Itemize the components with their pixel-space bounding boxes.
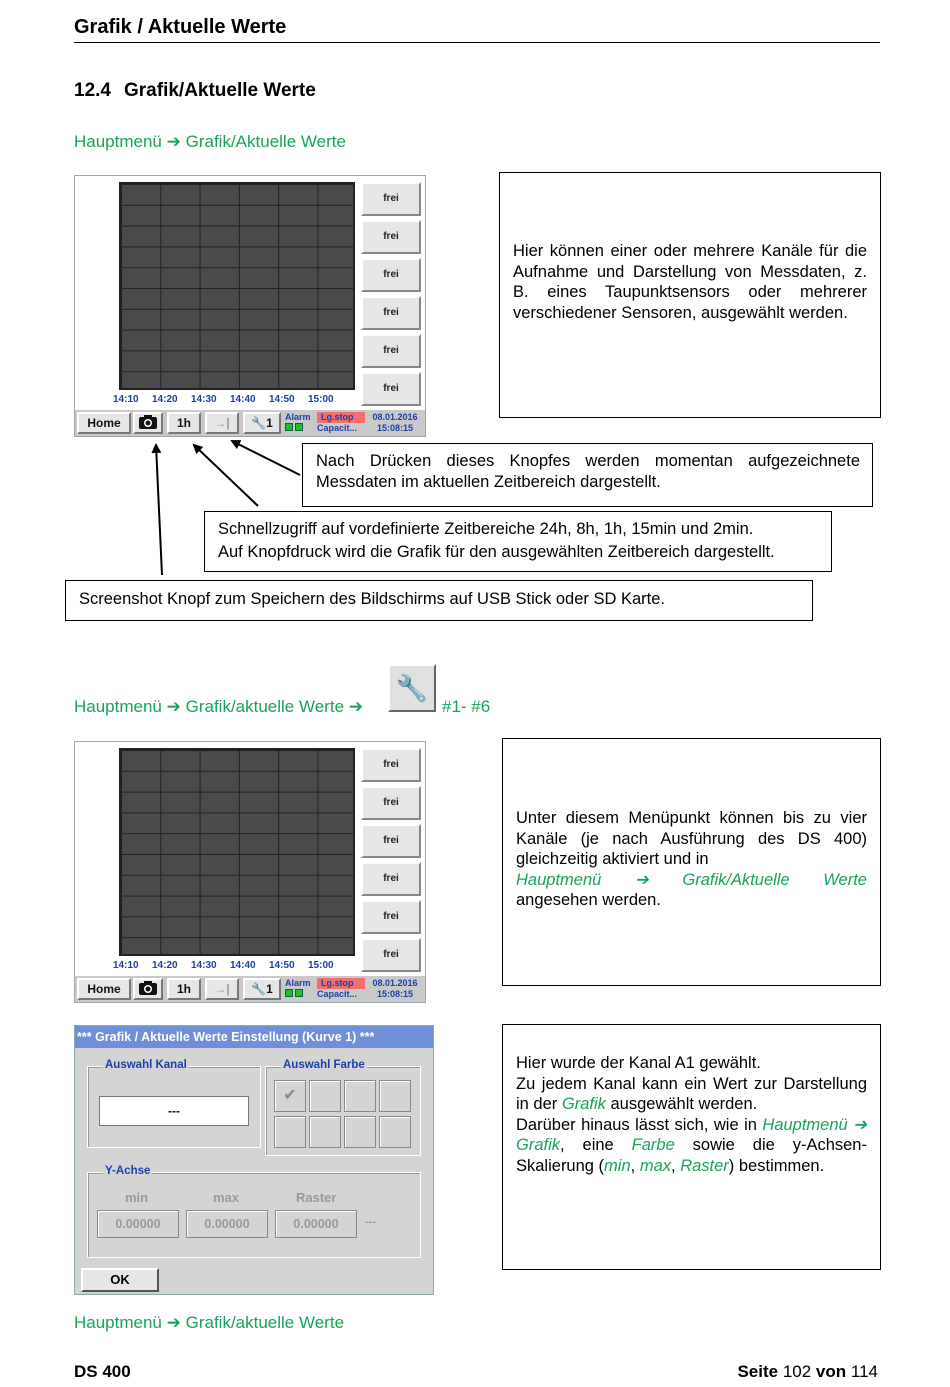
section-title: Grafik/Aktuelle Werte: [124, 80, 316, 101]
datetime: [367, 978, 423, 1000]
unit-label: ---: [365, 1216, 376, 1228]
channel-button-1[interactable]: frei: [361, 748, 421, 782]
color-swatch-8[interactable]: [379, 1116, 411, 1148]
camera-icon[interactable]: [133, 978, 163, 1000]
alarm-label: Alarm: [285, 412, 311, 422]
channel-button-2[interactable]: frei: [361, 220, 421, 254]
callout-text: , eine: [560, 1136, 614, 1154]
callout-highlight: Grafik: [561, 1095, 606, 1113]
breadcrumb-item: Grafik/aktuelle Werte: [185, 697, 345, 716]
tick-label: 14:40: [230, 960, 256, 971]
settings-dialog: [74, 1025, 434, 1295]
callout-highlight: Hauptmenü ➔ Grafik: [516, 1115, 867, 1154]
channel-button-6[interactable]: frei: [361, 372, 421, 406]
tick-label: 14:50: [269, 960, 295, 971]
channel-button-3[interactable]: frei: [361, 824, 421, 858]
tick-label: 14:40: [230, 394, 256, 405]
page-total: 114: [850, 1362, 878, 1381]
y-axis-group-label: Y-Achse: [105, 1165, 151, 1177]
channel-button-3[interactable]: frei: [361, 258, 421, 292]
callout-highlight: min: [604, 1156, 631, 1175]
raster-label: Raster: [296, 1190, 337, 1205]
min-label: min: [125, 1190, 149, 1205]
footer-product: DS 400: [74, 1362, 131, 1381]
tick-label: 14:50: [269, 394, 295, 405]
callout-line: Schnellzugriff auf vordefinierte Zeitbereiche 24h, 8h, 1h, 15min und 2min.: [218, 520, 754, 538]
color-swatch-1[interactable]: ✔: [274, 1080, 306, 1112]
wrench-count: 1: [266, 416, 273, 430]
wrench-button[interactable]: [243, 978, 281, 1000]
callout-highlight: Farbe: [631, 1136, 675, 1154]
logger-stop-label: Lg.stop: [317, 412, 365, 423]
date-label: 08.01.2016: [372, 412, 418, 422]
nav-link: Grafik/Aktuelle: [682, 870, 790, 889]
device-screen-graph-2: [74, 741, 426, 1003]
channel-button-5[interactable]: frei: [361, 900, 421, 934]
callout-text: Nach Drücken dieses Knopfes werden momentan aufgezeichnete Messdaten im aktuellen Zeitbereich dargestellt.: [316, 452, 860, 491]
tick-label: 14:10: [113, 960, 139, 971]
color-swatch-5[interactable]: [274, 1116, 306, 1148]
callout-channel-settings: [502, 1024, 881, 1270]
time-label: 15:08:15: [376, 989, 414, 999]
channel-button-2[interactable]: frei: [361, 786, 421, 820]
alarm-label: Alarm: [285, 978, 311, 988]
dialog-title: *** Grafik / Aktuelle Werte Einstellung (Kurve 1) ***: [75, 1026, 433, 1048]
callout-text: sowie die y-Achsen-Skalierung (: [516, 1136, 867, 1175]
arrow-icon: ➔: [166, 697, 181, 716]
breadcrumb-item: Grafik/Aktuelle Werte: [185, 132, 346, 151]
callout-text: Darüber hinaus lässt sich, wie in: [516, 1115, 757, 1134]
channel-group-label: Auswahl Kanal: [105, 1059, 187, 1071]
callout-text: ) bestimmen.: [728, 1156, 825, 1175]
callout-text: ,: [630, 1156, 636, 1175]
arrow-to-goto-end: [232, 441, 300, 475]
goto-end-button[interactable]: →|: [205, 978, 239, 1000]
time-range-button[interactable]: 1h: [167, 412, 201, 434]
channel-select[interactable]: ---: [99, 1096, 249, 1126]
arrow-icon: ➔: [166, 1313, 181, 1332]
tick-label: 14:20: [152, 960, 178, 971]
alarm-indicator: [285, 978, 311, 1000]
callout-text: Zu jedem Kanal kann ein Wert zur Darstellung in der: [516, 1074, 867, 1113]
home-button[interactable]: Home: [77, 978, 131, 1000]
date-label: 08.01.2016: [372, 978, 418, 988]
color-group-label: Auswahl Farbe: [283, 1059, 365, 1071]
callout-text: angesehen werden.: [516, 891, 661, 909]
capacity-label: Capacit...: [317, 423, 358, 433]
wrench-icon: 🔧: [388, 664, 436, 712]
callout-line: Auf Knopfdruck wird die Grafik für den ausgewählten Zeitbereich dargestellt.: [218, 543, 775, 561]
max-input[interactable]: 0.00000: [186, 1210, 268, 1238]
callout-text: ,: [671, 1156, 676, 1175]
callout-text: Hier wurde der Kanal A1 gewählt.: [516, 1054, 761, 1072]
nav-link: Hauptmenü: [516, 870, 602, 889]
channel-range-label: #1- #6: [442, 697, 491, 716]
channel-button-4[interactable]: frei: [361, 862, 421, 896]
color-swatch-7[interactable]: [344, 1116, 376, 1148]
callout-text: Screenshot Knopf zum Speichern des Bildschirms auf USB Stick oder SD Karte.: [79, 590, 666, 608]
max-label: max: [213, 1190, 240, 1205]
footer-page: [737, 1362, 878, 1382]
arrow-icon: ➔: [634, 870, 649, 889]
tick-label: 14:30: [191, 394, 217, 405]
breadcrumb-item: Hauptmenü: [74, 697, 162, 716]
channel-button-6[interactable]: frei: [361, 938, 421, 972]
arrow-to-range: [194, 445, 258, 506]
arrow-icon: ➔: [348, 697, 364, 716]
tick-label: 14:20: [152, 394, 178, 405]
callout-arrows: [0, 0, 950, 640]
color-swatch-2[interactable]: [309, 1080, 341, 1112]
callout-four-channels: [502, 738, 881, 986]
callout-highlight: max: [639, 1156, 671, 1175]
goto-end-button[interactable]: →|: [205, 412, 239, 434]
nav-link: Werte: [823, 870, 867, 889]
tick-label: 15:00: [308, 960, 334, 971]
min-input[interactable]: 0.00000: [97, 1210, 179, 1238]
breadcrumb-2: [74, 697, 363, 717]
time-axis: [111, 960, 351, 972]
channel-button-1[interactable]: frei: [361, 182, 421, 216]
ok-button[interactable]: OK: [81, 1268, 159, 1292]
time-label: 15:08:15: [376, 423, 414, 433]
tick-label: 14:10: [113, 394, 139, 405]
graph-plot-area: [119, 748, 355, 956]
breadcrumb-item: Hauptmenü: [74, 132, 162, 151]
tick-label: 15:00: [308, 394, 334, 405]
arrow-icon: ➔: [166, 132, 181, 151]
callout-text: Unter diesem Menüpunkt können bis zu vier Kanäle (je nach Ausführung des DS 400) gleichzeitig aktiviert und in: [516, 809, 867, 868]
callout-highlight: Raster: [680, 1156, 729, 1175]
breadcrumb-item: Hauptmenü: [74, 1313, 162, 1332]
home-button[interactable]: Home: [77, 412, 131, 434]
callout-text: ausgewählt werden.: [610, 1095, 758, 1113]
logger-status: [317, 978, 365, 1000]
callout-text: Hier können einer oder mehrere Kanäle für die Aufnahme und Darstellung von Messdaten, z. B. eines Taupunktsensors oder mehrerer verschiedener Sensoren, ausgewählt werden.: [513, 242, 867, 322]
tick-label: 14:30: [191, 960, 217, 971]
breadcrumb-3: [74, 1313, 344, 1333]
capacity-label: Capacit...: [317, 989, 358, 999]
breadcrumb-item: Grafik/aktuelle Werte: [185, 1313, 345, 1332]
page-of: von: [815, 1362, 847, 1381]
color-swatch-3[interactable]: [344, 1080, 376, 1112]
arrow-to-camera: [156, 445, 162, 575]
section-number: 12.4: [74, 80, 111, 101]
channel-button-4[interactable]: frei: [361, 296, 421, 330]
color-swatch-6[interactable]: [309, 1116, 341, 1148]
logger-stop-label: Lg.stop: [317, 978, 365, 989]
running-header: Grafik / Aktuelle Werte: [74, 16, 287, 38]
wrench-count: 1: [266, 982, 273, 996]
time-range-button[interactable]: 1h: [167, 978, 201, 1000]
wrench-icon: 🔧: [251, 982, 267, 996]
page-number: 102: [782, 1362, 812, 1381]
color-swatch-4[interactable]: [379, 1080, 411, 1112]
raster-input[interactable]: 0.00000: [275, 1210, 357, 1238]
wrench-icon: 🔧: [251, 416, 267, 430]
page-label: Seite: [737, 1362, 779, 1381]
channel-button-5[interactable]: frei: [361, 334, 421, 368]
